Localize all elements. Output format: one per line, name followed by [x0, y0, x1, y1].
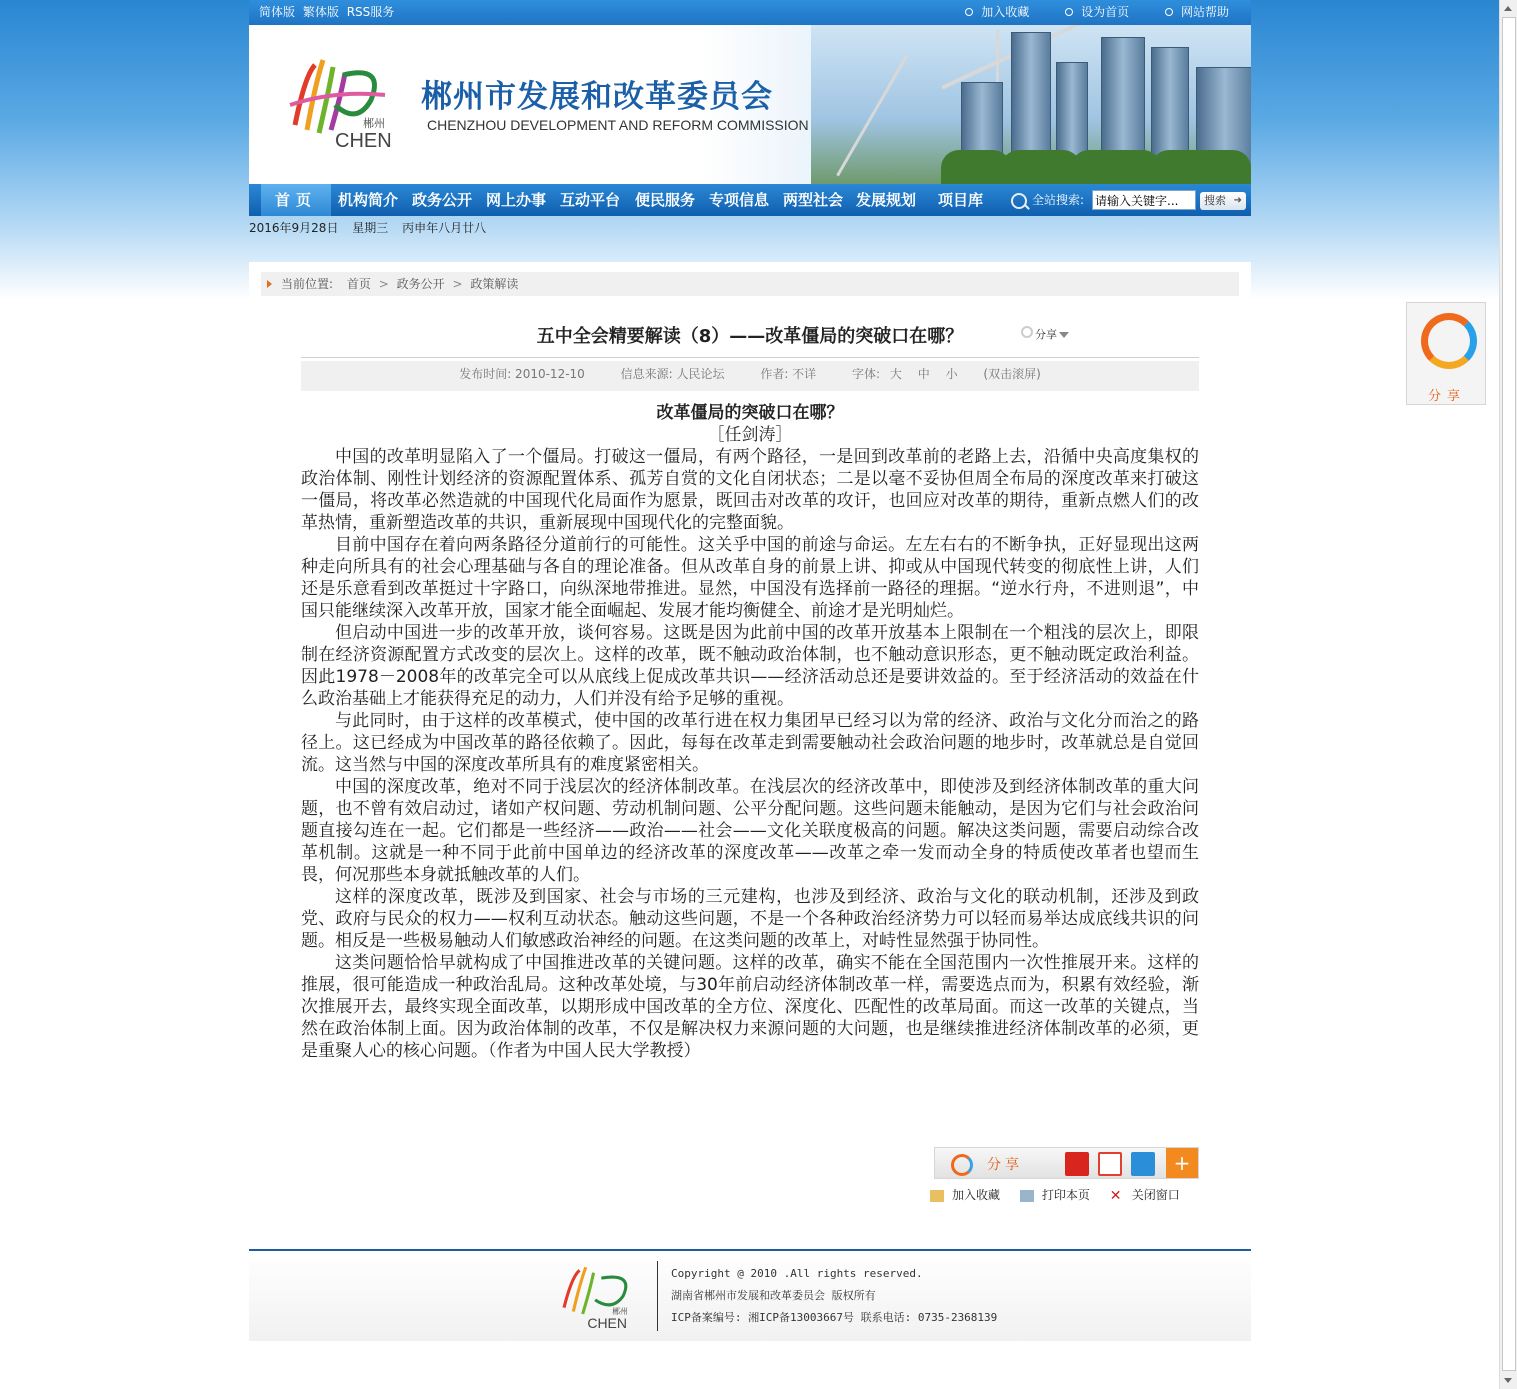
share-bar: [934, 1147, 1199, 1179]
set-homepage-link[interactable]: 设为首页: [1065, 5, 1129, 19]
nav-two-type-society[interactable]: 两型社会: [783, 191, 844, 209]
publish-date: 发布时间: 2010-12-10: [459, 367, 585, 381]
svg-text:CHEN: CHEN: [587, 1314, 628, 1331]
weibo-share-icon[interactable]: [1098, 1152, 1122, 1176]
footer-divider: [657, 1261, 658, 1331]
breadcrumb: 当前位置: 首页 > 政务公开 > 政策解读: [261, 272, 1239, 296]
info-source: 信息来源: 人民论坛: [620, 367, 725, 381]
dblclick-scroll-hint: (双击滚屏): [983, 367, 1041, 381]
icp-text: ICP备案编号: 湘ICP备13003667号 联系电话: 0735-2368139: [671, 1311, 998, 1324]
search-button[interactable]: 搜索 ➜: [1200, 192, 1246, 210]
traditional-link[interactable]: 繁体版: [302, 5, 339, 19]
scroll-up-icon[interactable]: [1504, 6, 1512, 11]
paragraph: 这样的深度改革，既涉及到国家、社会与市场的三元建构，也涉及到经济、政治与文化的联动机制，还涉及到政党、政府与民众的权力——权利互动状态。触动这些问题，不是一个各种政治经济势力可以轻而易举达成底线共识的问题。相反是一些极易触动人们敏感政治神经的问题。在这类问题的改革上，对峙性显然强于协同性。: [301, 887, 1199, 951]
current-weekday: 星期三: [352, 221, 389, 235]
paragraph: 这类问题恰恰早就构成了中国推进改革的关键问题。这样的改革，确实不能在全国范围内一次性推展开来。这样的推展，很可能造成一种政治乱局。这种改革处境，与30年前启动经济体制改革一样，需要选点而为，积累有效经验，渐次推展开去，最终实现全面改革，以期形成中国改革的全方位、深度化、匹配性的改革局面。而这一改革的关键点，当然在政治体制上面。因为政治体制的改革，不仅是解决权力来源问题的大问题，也是继续推进经济体制改革的必须，更是重聚人心的核心问题。（作者为中国人民大学教授）: [301, 953, 1199, 1061]
article-heading: 改革僵局的突破口在哪？: [656, 403, 844, 423]
copyright-text: Copyright @ 2010 .All rights reserved.: [671, 1267, 923, 1280]
search-label: 全站搜索:: [1032, 193, 1085, 207]
breadcrumb-arrow-icon: [267, 280, 272, 288]
tencent-share-icon[interactable]: [1131, 1152, 1155, 1176]
add-favorite-action[interactable]: 加入收藏: [930, 1188, 1000, 1202]
nav-home[interactable]: 首页: [261, 184, 331, 216]
print-action[interactable]: 打印本页: [1020, 1188, 1090, 1202]
font-size-controls: 字体: 大 中 小: [852, 367, 958, 381]
share-logo-icon: [1421, 313, 1477, 369]
font-small-button[interactable]: 小: [945, 367, 958, 381]
more-share-button[interactable]: +: [1166, 1148, 1198, 1178]
paragraph: 但启动中国进一步的改革开放，谈何容易。这既是因为此前中国的改革开放基本上限制在一个粗浅的层次上，即限制在经济资源配置方式改变的层次上。这样的改革，既不触动政治体制，也不触动意识形态，更不触动既定政治利益。因此1978－2008年的改革完全可以从底线上促成改革共识——经济活动总还是要讲效益的。至于经济活动的效益在什么政治基础上才能获得充足的动力，人们并没有给予足够的重视。: [301, 623, 1199, 709]
breadcrumb-label: 当前位置:: [281, 277, 334, 291]
scroll-down-icon[interactable]: [1504, 1378, 1512, 1383]
page-header: [249, 0, 1251, 241]
share-icon: [1021, 326, 1033, 338]
svg-text:CHEN: CHEN: [335, 130, 392, 152]
share-logo-icon: [951, 1154, 973, 1176]
search-input[interactable]: [1092, 190, 1196, 210]
chenzhou-logo: [285, 45, 395, 155]
floating-share-button[interactable]: [1406, 302, 1486, 405]
article-title: 五中全会精要解读（8）——改革僵局的突破口在哪？: [536, 326, 964, 347]
site-title: 郴州市发展和改革委员会: [421, 79, 773, 115]
article-byline: ［任剑涛］: [707, 425, 793, 445]
top-bar: [249, 0, 1251, 25]
add-favorite-link[interactable]: 加入收藏: [965, 5, 1029, 19]
close-icon: ✕: [1109, 1187, 1122, 1204]
breadcrumb-home[interactable]: 首页: [346, 277, 371, 291]
paragraph: 与此同时，由于这样的改革模式，使中国的改革行进在权力集团早已经习以为常的经济、政治与文化分而治之的路径上。这已经成为中国改革的路径依赖了。因此，每每在改革走到需要触动社会政治问题的地步时，改革就总是自觉回流。这当然与中国的深度改革所具有的难度紧密相关。: [301, 711, 1199, 775]
article-author: 作者: 不详: [760, 367, 817, 381]
lunar-date: 丙申年八月廿八: [402, 221, 487, 235]
font-large-button[interactable]: 大: [889, 367, 902, 381]
chevron-down-icon: [1059, 332, 1069, 338]
vertical-scrollbar[interactable]: [1499, 0, 1517, 1389]
paragraph: 中国的深度改革，绝对不同于浅层次的经济体制改革。在浅层次的经济改革中，即使涉及到经济体制改革的重大问题，也不曾有效启动过，诸如产权问题、劳动机制问题、公平分配问题。这些问题未能触动，是因为它们与社会政治问题直接勾连在一起。它们都是一些经济——政治——社会——文化关联度极高的问题。解决这类问题，需要启动综合改革机制。这就是一种不同于此前中国单边的经济改革的深度改革——改革之牵一发而动全身的特质使改革者也望而生畏，何况那些本身就抵触改革的人们。: [301, 777, 1199, 885]
article-body: [301, 402, 1199, 1062]
date-bar: [249, 216, 1251, 241]
rss-link[interactable]: RSS服务: [346, 5, 395, 19]
main-nav: [249, 184, 1251, 216]
current-date: 2016年9月28日: [249, 221, 339, 235]
nav-about[interactable]: 机构简介: [338, 191, 399, 209]
floating-share-label: 分享: [1427, 389, 1466, 404]
footer: [249, 1249, 1251, 1341]
city-skyline-image: [811, 25, 1251, 184]
banner: [249, 25, 1251, 184]
paragraph: 中国的改革明显陷入了一个僵局。打破这一僵局，有两个路径，一是回到改革前的老路上去，沿循中央高度集权的政治体制、刚性计划经济的资源配置体系、孤芳自赏的文化自闭状态；二是以毫不妥协但周全布局的深度改革来打破这一僵局，将改革必然造就的中国现代化局面作为愿景，既回击对改革的攻讦，也回应对改革的期待，重新点燃人们的改革热情，重新塑造改革的共识，重新展现中国现代化的完整面貌。: [301, 447, 1199, 533]
nav-online-services[interactable]: 网上办事: [486, 191, 547, 209]
scroll-thumb[interactable]: [1502, 17, 1516, 1371]
divider: [301, 357, 1199, 358]
article-actions: [914, 1186, 1180, 1203]
site-subtitle: CHENZHOU DEVELOPMENT AND REFORM COMMISSION: [427, 117, 809, 133]
search-icon: [1011, 193, 1027, 209]
svg-text:郴州: 郴州: [363, 117, 385, 130]
language-links: [259, 0, 398, 25]
footer-logo: [554, 1261, 644, 1331]
nav-public-services[interactable]: 便民服务: [635, 191, 696, 209]
nav-gov-affairs[interactable]: 政务公开: [412, 191, 473, 209]
share-dropdown[interactable]: 分享: [1021, 326, 1069, 342]
nav-interaction[interactable]: 互动平台: [560, 191, 621, 209]
nav-project-library[interactable]: 项目库: [938, 191, 984, 209]
paragraph: 目前中国存在着向两条路径分道前行的可能性。这关乎中国的前途与命运。左左右右的不断争执，正好显现出这两种走向所具有的社会心理基础与各自的理论准备。但从改革自身的前景上讲、抑或从中国现代转变的彻底性上讲，人们还是乐意看到改革挺过十字路口，向纵深地带推进。显然，中国没有选择前一路径的理据。“逆水行舟，不进则退”，中国只能继续深入改革开放，国家才能全面崛起、发展才能均衡健全、前途才是光明灿烂。: [301, 535, 1199, 621]
footer-info: [671, 1263, 997, 1329]
printer-icon: [1020, 1190, 1034, 1202]
nav-development-plan[interactable]: 发展规划: [856, 191, 917, 209]
nav-special-info[interactable]: 专项信息: [709, 191, 770, 209]
folder-icon: [930, 1190, 944, 1202]
font-medium-button[interactable]: 中: [917, 367, 930, 381]
help-link[interactable]: 网站帮助: [1165, 5, 1229, 19]
simplified-link[interactable]: 简体版: [259, 5, 296, 19]
utility-links: [933, 0, 1229, 25]
renren-share-icon[interactable]: [1065, 1152, 1089, 1176]
svg-text:郴州: 郴州: [612, 1306, 628, 1316]
close-window-action[interactable]: ✕ 关闭窗口: [1109, 1187, 1180, 1204]
article-meta: [301, 361, 1199, 391]
share-label: 分享: [987, 1157, 1023, 1173]
owner-text: 湖南省郴州市发展和改革委员会 版权所有: [671, 1289, 876, 1302]
content-area: [249, 262, 1251, 1247]
breadcrumb-policy[interactable]: 政策解读: [470, 277, 519, 291]
breadcrumb-gov-affairs[interactable]: 政务公开: [396, 277, 445, 291]
